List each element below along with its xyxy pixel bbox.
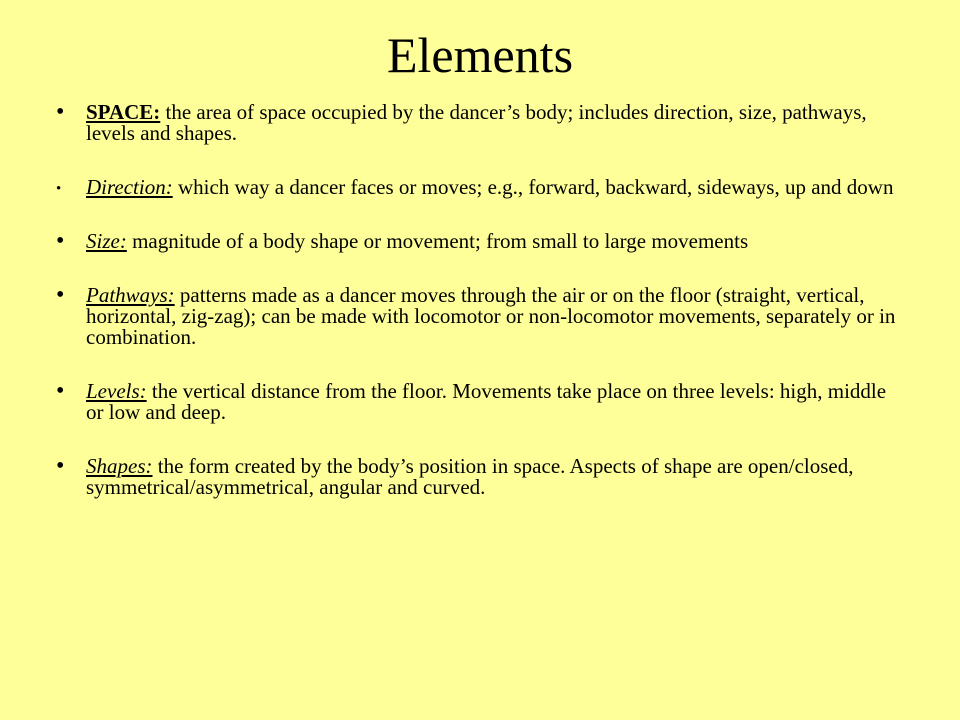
bullet-text-shapes: the form created by the body’s position in space. Aspects of shape are open/closed, symmetrical/asymmetrical, angular and curved. xyxy=(86,454,854,499)
bullet-text-direction: which way a dancer faces or moves; e.g., forward, backward, sideways, up and down xyxy=(172,175,894,199)
bullet-term-space: SPACE: xyxy=(86,100,161,124)
bullet-term-levels: Levels: xyxy=(86,379,147,403)
bullet-item-levels xyxy=(56,378,906,424)
bullet-text-size: magnitude of a body shape or movement; from small to large movements xyxy=(126,229,749,253)
bullet-term-shapes: Shapes: xyxy=(86,454,153,478)
bullet-dot-icon: • xyxy=(56,181,62,197)
bullet-dot-icon: • xyxy=(56,378,65,404)
bullet-text-pathways: patterns made as a dancer moves through the air or on the floor (straight, vertical, horizontal, zig-zag); can be made with locomotor or non-locomotor movements, separately or in combination. xyxy=(86,283,896,349)
bullet-dot-icon: • xyxy=(56,282,65,308)
slide-title: Elements xyxy=(386,27,574,83)
bullet-item-shapes xyxy=(56,453,906,499)
bullet-term-direction: Direction: xyxy=(86,175,173,199)
bullet-list xyxy=(56,99,906,531)
bullet-term-pathways: Pathways: xyxy=(86,283,175,307)
bullet-term-size: Size: xyxy=(86,229,127,253)
bullet-dot-icon: • xyxy=(56,453,65,479)
bullet-dot-icon: • xyxy=(56,99,65,125)
bullet-dot-icon: • xyxy=(56,228,65,254)
bullet-text-levels: the vertical distance from the floor. Movements take place on three levels: high, middle or low and deep. xyxy=(86,379,887,424)
bullet-item-pathways xyxy=(56,282,906,349)
bullet-item-direction xyxy=(56,177,906,198)
bullet-item-size xyxy=(56,228,906,254)
bullet-text-space: the area of space occupied by the dancer’s body; includes direction, size, pathways, levels and shapes. xyxy=(86,100,867,145)
bullet-item-space xyxy=(56,99,906,145)
